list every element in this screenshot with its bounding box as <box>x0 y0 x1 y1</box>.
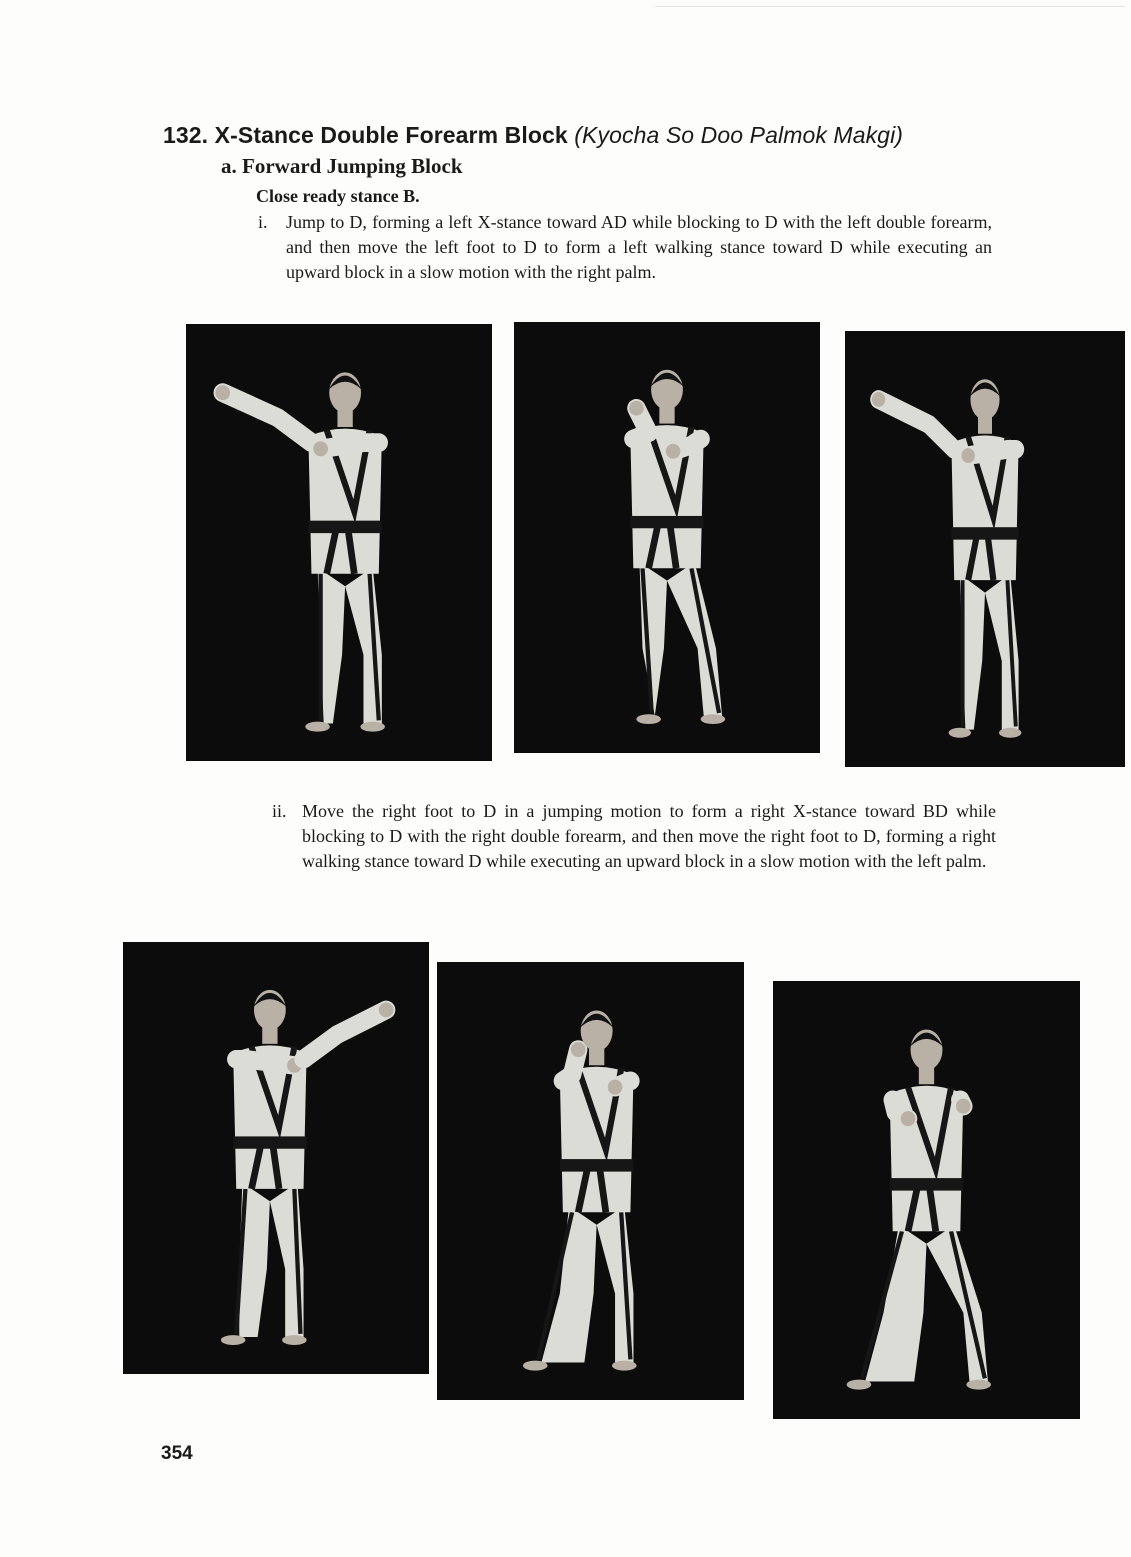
photo-step2-x-stance-block <box>123 942 429 1374</box>
page-number: 354 <box>161 1443 193 1464</box>
step-2-text: Move the right foot to D in a jumping motion to form a right X-stance toward BD while blocking to D with the right double forearm, and then move the right foot to D, forming a right walking stance toward D while executing an upward block in a slow motion with the left palm. <box>302 801 996 871</box>
scan-edge-line <box>655 6 1125 7</box>
figure-silhouette <box>773 981 1080 1419</box>
figure-silhouette <box>186 324 492 761</box>
subsection-label: a. <box>221 154 237 178</box>
photo-step1-walking-stance <box>845 331 1125 767</box>
figure-silhouette <box>845 331 1125 767</box>
step-2-numeral: ii. <box>272 801 287 821</box>
section-korean-name: (Kyocha So Doo Palmok Makgi) <box>574 122 904 148</box>
subsection-heading <box>221 154 463 179</box>
figure-silhouette <box>514 322 820 753</box>
photo-step1-x-stance-block <box>186 324 492 761</box>
photo-step1-transition <box>514 322 820 753</box>
figure-silhouette <box>437 962 744 1400</box>
ready-stance-text: Close ready stance B. <box>256 186 420 206</box>
step-1 <box>258 210 992 285</box>
photo-step2-transition <box>437 962 744 1400</box>
section-number: 132. <box>163 122 209 148</box>
section-title-text: X-Stance Double Forearm Block <box>214 122 568 148</box>
step-1-numeral: i. <box>258 212 268 232</box>
step-2 <box>272 799 996 874</box>
step-1-text: Jump to D, forming a left X-stance toward AD while blocking to D with the left double forearm, and then move the left foot to D to form a left walking stance toward D while executing an upward block in a slow motion with the right palm. <box>286 212 992 282</box>
section-title <box>163 122 903 149</box>
photo-step2-walking-stance <box>773 981 1080 1419</box>
figure-silhouette <box>123 942 429 1374</box>
subsection-title: Forward Jumping Block <box>242 154 463 178</box>
